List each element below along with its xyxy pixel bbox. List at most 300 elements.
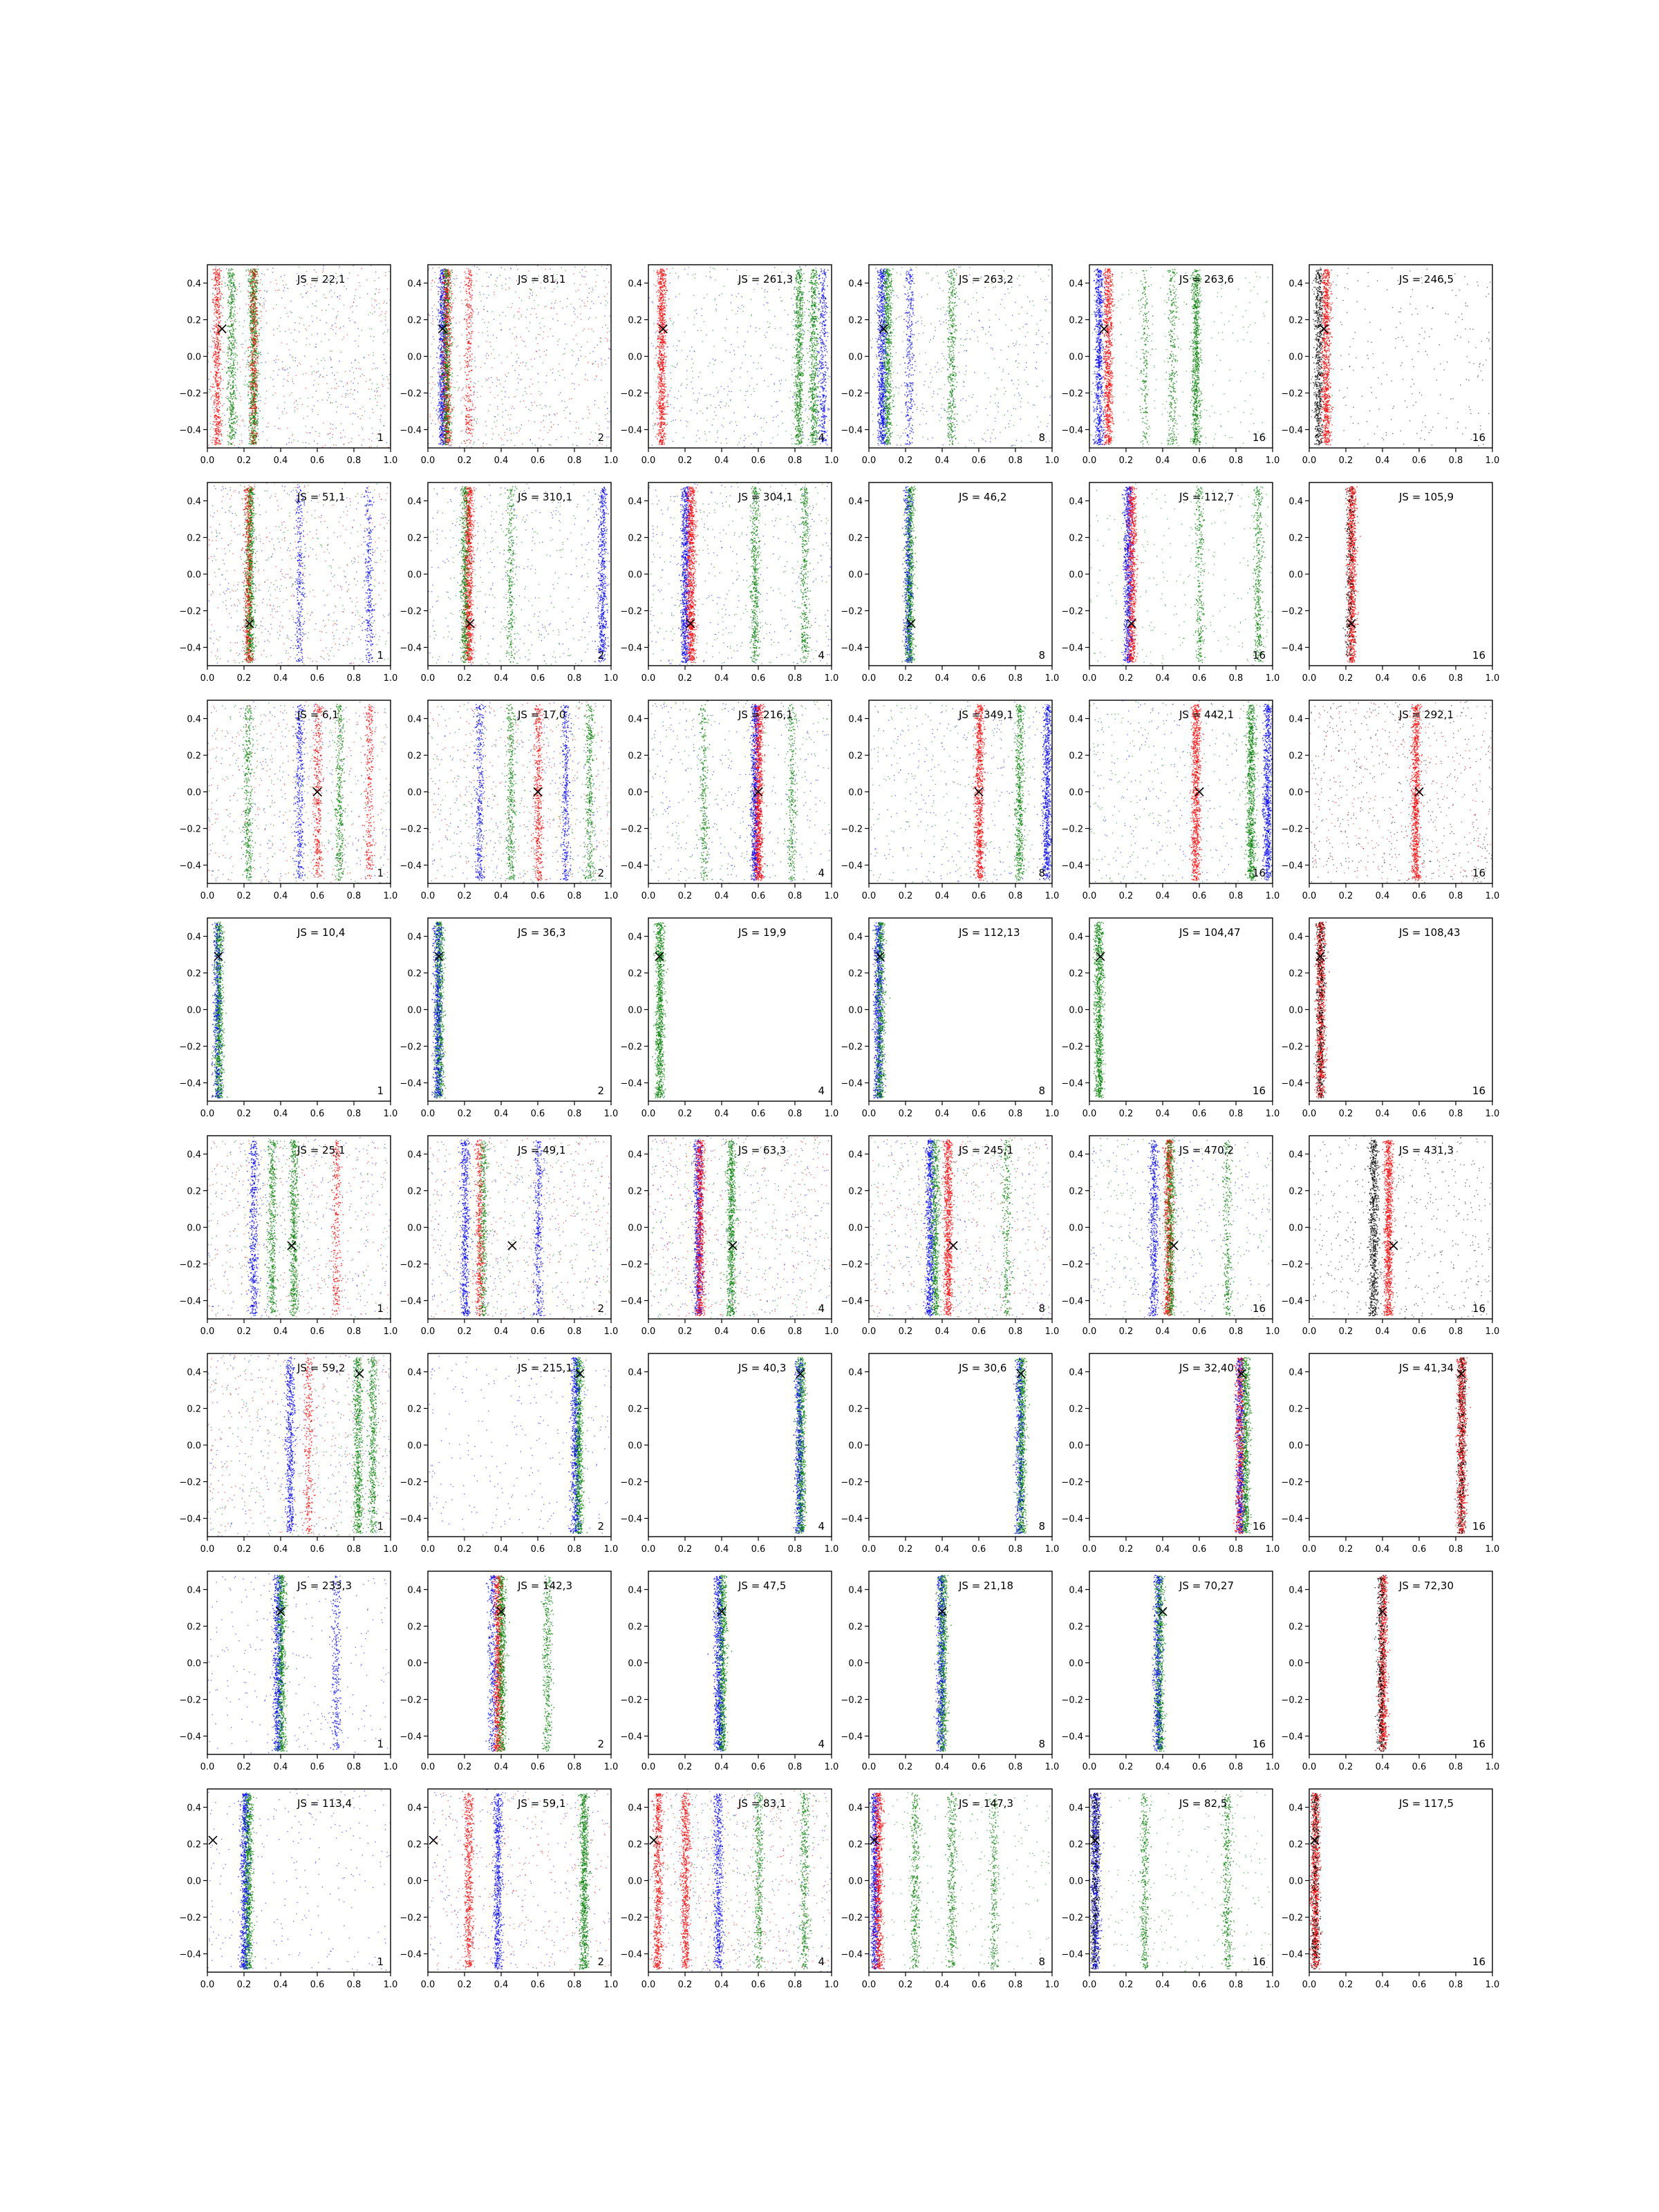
scatter-point [216,311,218,312]
scatter-point [231,342,232,344]
scatter-point [219,270,221,272]
scatter-point [220,402,221,404]
scatter-point [220,429,221,431]
scatter-point [347,382,348,383]
scatter-point [254,393,256,395]
scatter-point [345,371,346,372]
scatter-point [250,332,252,334]
scatter-point [214,348,216,349]
scatter-point [483,306,484,307]
scatter-point [252,276,254,277]
scatter-point [233,430,234,431]
scatter-point [216,372,217,373]
scatter-point [451,411,453,413]
scatter-point [252,299,254,301]
scatter-point [443,324,444,325]
scatter-point [227,435,228,436]
scatter-point [241,420,242,421]
scatter-point [505,410,506,411]
scatter-point [439,345,440,346]
scatter-point [222,426,223,427]
scatter-point [229,313,231,315]
scatter-point [360,418,361,419]
scatter-point [209,391,210,392]
scatter-point [247,312,249,314]
scatter-point [218,418,219,419]
scatter-point [254,424,256,425]
scatter-point [216,424,217,425]
scatter-point [245,366,246,367]
scatter-point [232,292,233,293]
scatter-point [232,407,233,409]
scatter-point [509,329,510,330]
scatter-point [604,359,605,360]
scatter-point [254,311,256,312]
scatter-point [232,299,233,300]
scatter-point [601,363,602,364]
scatter-point [237,313,238,314]
scatter-point [233,323,234,324]
scatter-point [450,411,451,413]
scatter-point [324,360,325,361]
scatter-point [231,352,232,353]
scatter-point [528,331,529,332]
scatter-point [230,314,232,315]
scatter-point [560,301,561,302]
scatter-point [219,372,221,373]
scatter-point [362,374,363,375]
scatter-point [441,394,442,395]
scatter-point [510,268,511,269]
scatter-point [254,344,256,346]
scatter-point [252,297,254,299]
scatter-point [378,387,379,388]
corner-label: 1 [377,431,384,444]
scatter-point [461,413,462,414]
scatter-point [501,362,502,363]
scatter-point [216,284,217,285]
scatter-point [231,394,232,395]
scatter-point [217,388,218,390]
scatter-point [256,269,257,270]
scatter-point [232,381,234,382]
scatter-point [486,378,487,379]
scatter-point [584,266,585,267]
scatter-point [436,357,438,358]
scatter-point [229,332,231,333]
scatter-point [595,281,596,282]
scatter-point [436,286,437,287]
scatter-point [253,287,254,288]
scatter-point [449,435,451,436]
scatter-point [514,445,515,446]
scatter-point [530,410,531,411]
scatter-point [255,409,256,410]
scatter-point [254,420,256,422]
scatter-point [255,387,256,388]
scatter-point [231,415,232,417]
scatter-point [558,424,559,425]
scatter-point [257,415,259,417]
scatter-point [501,399,502,400]
scatter-point [443,428,444,429]
scatter-point [439,409,440,411]
scatter-point [260,297,261,298]
scatter-point [251,329,252,330]
scatter-point [219,382,221,384]
scatter-point [438,444,440,445]
scatter-point [231,376,232,377]
scatter-point [254,395,256,397]
scatter-point [505,315,506,316]
scatter-point [451,318,453,319]
scatter-point [440,420,442,421]
scatter-point [218,351,220,353]
scatter-point [218,321,220,322]
scatter-point [531,289,532,290]
scatter-point [256,308,258,309]
scatter-point [217,277,218,279]
scatter-point [449,322,450,324]
scatter-point [234,320,235,321]
scatter-point [439,287,440,288]
scatter-point [438,411,439,413]
scatter-point [258,276,259,277]
scatter-point [234,436,236,438]
scatter-point [216,442,217,443]
scatter-point [493,433,494,434]
scatter-point [292,381,293,382]
scatter-point [218,402,220,403]
scatter-point [229,419,230,420]
scatter-point [214,340,215,341]
scatter-point [252,442,253,443]
scatter-point [252,308,254,309]
scatter-point [255,422,256,423]
scatter-point [253,405,254,406]
scatter-point [227,355,229,357]
scatter-point [552,336,553,337]
scatter-point [349,272,350,273]
scatter-point [316,290,317,291]
scatter-point [230,348,232,350]
scatter-point [216,383,218,384]
scatter-point [227,302,229,303]
scatter-point [232,371,234,372]
scatter-point [430,393,431,394]
scatter-point [228,287,229,288]
scatter-point [547,432,548,433]
scatter-point [440,377,441,379]
scatter-point [337,311,338,312]
scatter-point [256,360,258,362]
scatter-point [214,269,216,270]
scatter-point [249,421,250,422]
scatter-point [438,347,439,348]
scatter-point [232,331,234,332]
scatter-point [263,304,264,305]
scatter-point [252,424,253,425]
scatter-point [534,358,535,359]
scatter-point [223,297,224,299]
scatter-point [215,346,216,348]
scatter-point [215,362,216,364]
scatter-point [215,396,216,397]
scatter-point [215,382,216,384]
scatter-point [215,306,216,308]
scatter-point [256,286,258,288]
scatter-point [443,282,444,283]
scatter-point [255,312,256,314]
scatter-point [375,395,376,396]
scatter-point [214,328,215,330]
scatter-point [233,329,234,330]
scatter-point [441,421,442,422]
scatter-point [221,326,222,327]
scatter-point [216,418,218,419]
scatter-point [255,291,256,292]
scatter-point [440,271,441,272]
scatter-point [219,422,221,423]
scatter-point [528,420,529,421]
scatter-point [248,309,250,310]
scatter-point [254,270,256,272]
scatter-point [440,349,442,350]
scatter-point [567,406,568,407]
scatter-point [232,353,234,354]
scatter-point [518,311,519,312]
scatter-point [254,362,256,363]
scatter-point [256,320,257,321]
scatter-point [231,308,232,310]
scatter-point [378,277,379,278]
scatter-point [234,391,235,393]
scatter-point [441,402,442,403]
scatter-point [233,380,234,382]
scatter-point [440,375,441,377]
scatter-point [235,375,236,376]
scatter-point [252,382,253,384]
scatter-point [210,399,211,400]
scatter-point [219,431,221,432]
scatter-point [221,424,223,425]
scatter-point [260,303,261,304]
scatter-point [456,278,457,279]
scatter-point [214,399,216,400]
scatter-point [218,442,219,444]
scatter-point [232,431,233,433]
scatter-point [228,382,229,383]
scatter-point [229,406,230,408]
scatter-point [215,276,216,277]
scatter-point [440,395,441,396]
scatter-point [213,376,214,377]
scatter-point [492,382,493,383]
scatter-point [255,339,256,341]
scatter-point [235,357,236,358]
scatter-point [252,393,253,395]
scatter-point [238,321,239,322]
scatter-point [236,398,237,400]
scatter-point [546,406,547,407]
scatter-point [310,366,311,367]
scatter-point [230,321,232,322]
scatter-point [574,314,575,315]
scatter-point [258,373,259,374]
scatter-point [254,442,255,444]
scatter-point [255,417,256,418]
scatter-point [253,281,254,283]
scatter-point [215,438,216,439]
scatter-point [253,374,254,375]
scatter-point [232,303,233,304]
scatter-point [252,328,254,330]
scatter-point [230,402,232,404]
scatter-point [240,415,241,416]
scatter-point [440,389,441,391]
scatter-point [231,432,232,433]
scatter-point [388,383,389,384]
scatter-point [474,357,475,358]
scatter-point [250,292,251,293]
scatter-point [526,393,527,394]
scatter-point [254,330,256,331]
scatter-point [494,397,495,398]
scatter-point [226,388,227,390]
scatter-point [441,442,442,443]
scatter-point [232,288,233,289]
scatter-point [236,429,237,431]
scatter-point [232,429,234,431]
scatter-point [255,280,256,281]
scatter-point [256,290,258,292]
scatter-point [317,443,318,444]
scatter-point [250,323,252,324]
scatter-point [214,342,215,344]
scatter-point [573,351,574,352]
scatter-point [473,426,474,427]
scatter-point [252,390,253,391]
scatter-point [217,421,218,422]
scatter-point [230,366,232,367]
scatter-point [256,346,257,347]
scatter-point [440,376,441,377]
scatter-point [293,383,294,384]
scatter-point [218,333,220,335]
scatter-point [606,437,607,438]
scatter-point [443,444,444,446]
scatter-point [212,279,213,280]
scatter-point [251,413,252,415]
scatter-point [254,357,255,358]
scatter-point [439,404,440,406]
scatter-point [214,429,215,430]
scatter-point [258,317,259,319]
scatter-point [341,381,342,382]
scatter-point [218,385,219,386]
scatter-point [259,439,260,440]
scatter-point [352,367,353,368]
scatter-point [261,340,262,341]
scatter-point [496,285,497,286]
scatter-point [555,379,556,380]
scatter-point [231,306,232,308]
scatter-point [256,433,257,434]
scatter-point [357,275,358,276]
scatter-point [254,365,256,366]
scatter-point [444,345,445,346]
scatter-point [231,330,232,331]
scatter-point [441,417,442,418]
js-annotation: JS = 22,1 [297,273,345,285]
scatter-point [260,352,261,353]
scatter-point [442,273,444,274]
scatter-point [254,346,255,347]
scatter-point [441,345,442,346]
scatter-point [248,362,250,363]
scatter-point [432,311,433,312]
scatter-point [231,357,232,358]
scatter-point [214,305,215,306]
scatter-point [447,435,449,436]
scatter-point [218,301,219,303]
scatter-point [255,411,256,413]
scatter-point [254,276,255,277]
scatter-point [255,292,256,294]
scatter-point [357,328,358,329]
scatter-point [255,385,256,386]
scatter-point [219,288,221,289]
scatter-point [496,420,497,421]
scatter-point [434,305,435,306]
scatter-point [251,310,252,312]
scatter-point [474,386,475,387]
scatter-point [232,424,234,425]
scatter-point [230,335,232,336]
scatter-point [441,322,442,324]
scatter-point [255,341,256,342]
scatter-point [434,281,435,282]
scatter-point [256,384,257,385]
scatter-point [209,389,210,390]
scatter-point [489,387,490,388]
scatter-point [252,360,253,362]
scatter-point [440,402,441,403]
scatter-point [538,391,539,392]
scatter-point [595,286,596,287]
scatter-point [491,428,492,429]
scatter-point [528,270,529,271]
scatter-point [252,335,253,336]
scatter-point [253,417,254,418]
scatter-point [214,371,216,373]
scatter-point [438,328,440,330]
scatter-point [522,340,523,341]
scatter-point [214,434,216,435]
scatter-point [216,380,217,382]
scatter-point [477,392,478,393]
scatter-point [532,443,533,444]
scatter-point [219,299,221,300]
scatter-point [474,360,475,361]
scatter-point [232,385,234,386]
scatter-point [229,340,231,341]
scatter-point [440,397,441,398]
scatter-point [220,421,221,422]
scatter-point [482,446,483,447]
scatter-point [220,375,221,377]
scatter-point [218,355,220,356]
